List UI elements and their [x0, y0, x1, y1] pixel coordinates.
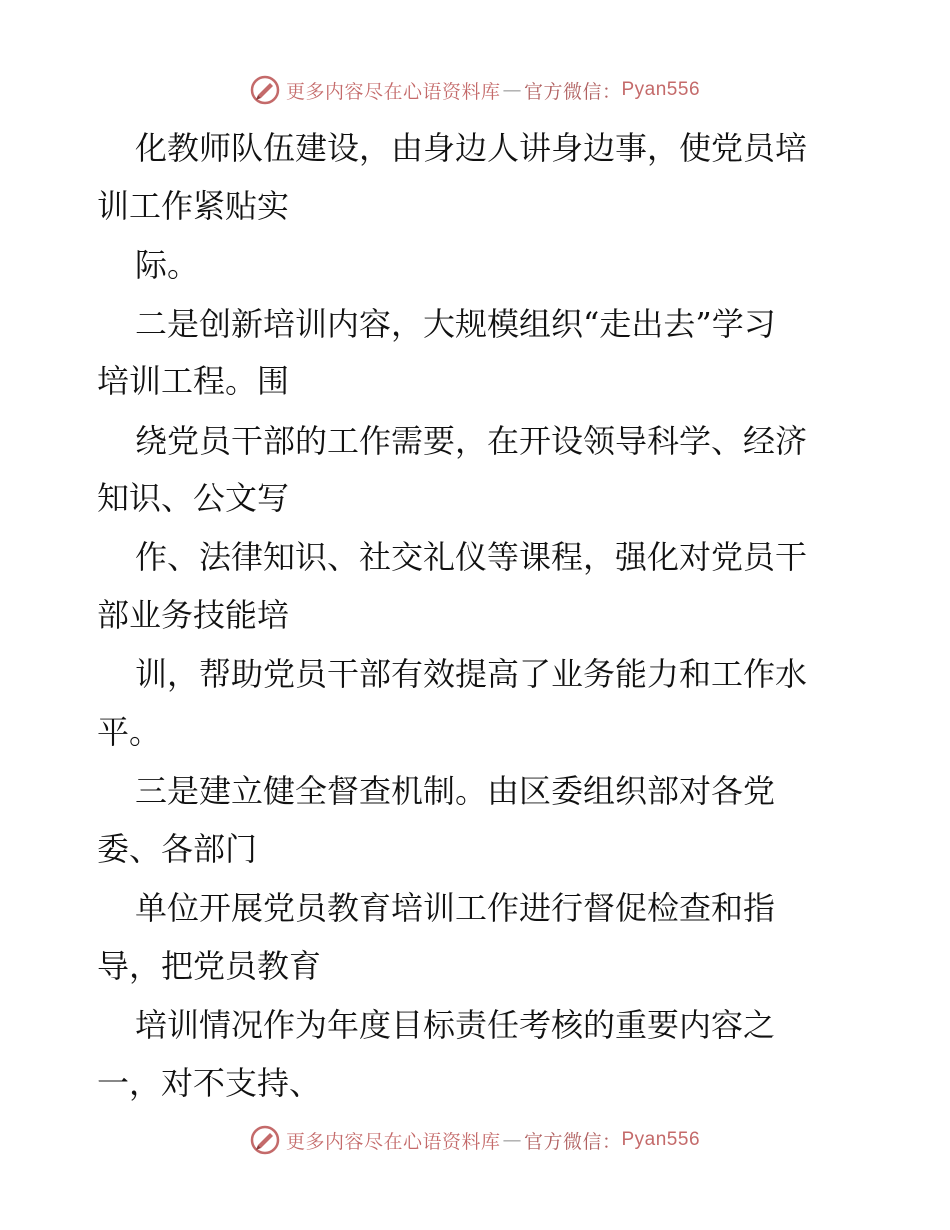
body-line: 培训工程。围	[97, 362, 290, 400]
body-line: 绕党员干部的工作需要，在开设领导科学、经济	[135, 422, 808, 460]
body-line: 训工作紧贴实	[97, 187, 290, 225]
body-line: 单位开展党员教育培训工作进行督促检查和指	[135, 889, 776, 927]
body-line: 知识、公文写	[97, 479, 290, 517]
footer-wechat-handle: Pyan556	[621, 1129, 701, 1150]
body-line: 一，对不支持、	[97, 1064, 322, 1102]
body-line: 训，帮助党员干部有效提高了业务能力和工作水	[135, 655, 808, 693]
footer-banner-text: 更多内容尽在心语资料库	[285, 1130, 501, 1153]
header-dash: —	[502, 79, 522, 101]
body-line: 作、法律知识、社交礼仪等课程，强化对党员干	[135, 538, 808, 576]
body-line: 际。	[135, 246, 200, 284]
body-line: 培训情况作为年度目标责任考核的重要内容之	[135, 1006, 776, 1044]
body-line: 导，把党员教育	[97, 947, 322, 985]
body-line: 部业务技能培	[97, 596, 290, 634]
footer-dash: —	[502, 1129, 522, 1151]
body-line: 委、各部门	[97, 830, 258, 868]
header-wechat-handle: Pyan556	[621, 79, 701, 100]
body-line: 化教师队伍建设，由身边人讲身边事，使党员培	[135, 129, 808, 167]
body-line: 平。	[97, 713, 162, 751]
footer-wechat-label: 官方微信：	[523, 1130, 622, 1153]
body-line: 二是创新培训内容，大规模组织“走出去”学习	[135, 305, 776, 343]
body-line: 三是建立健全督查机制。由区委组织部对各党	[135, 772, 776, 810]
footer-banner	[0, 1122, 950, 1158]
header-banner-text: 更多内容尽在心语资料库	[285, 80, 501, 103]
brand-logo-icon	[250, 1125, 280, 1155]
header-wechat-label: 官方微信：	[523, 80, 622, 103]
